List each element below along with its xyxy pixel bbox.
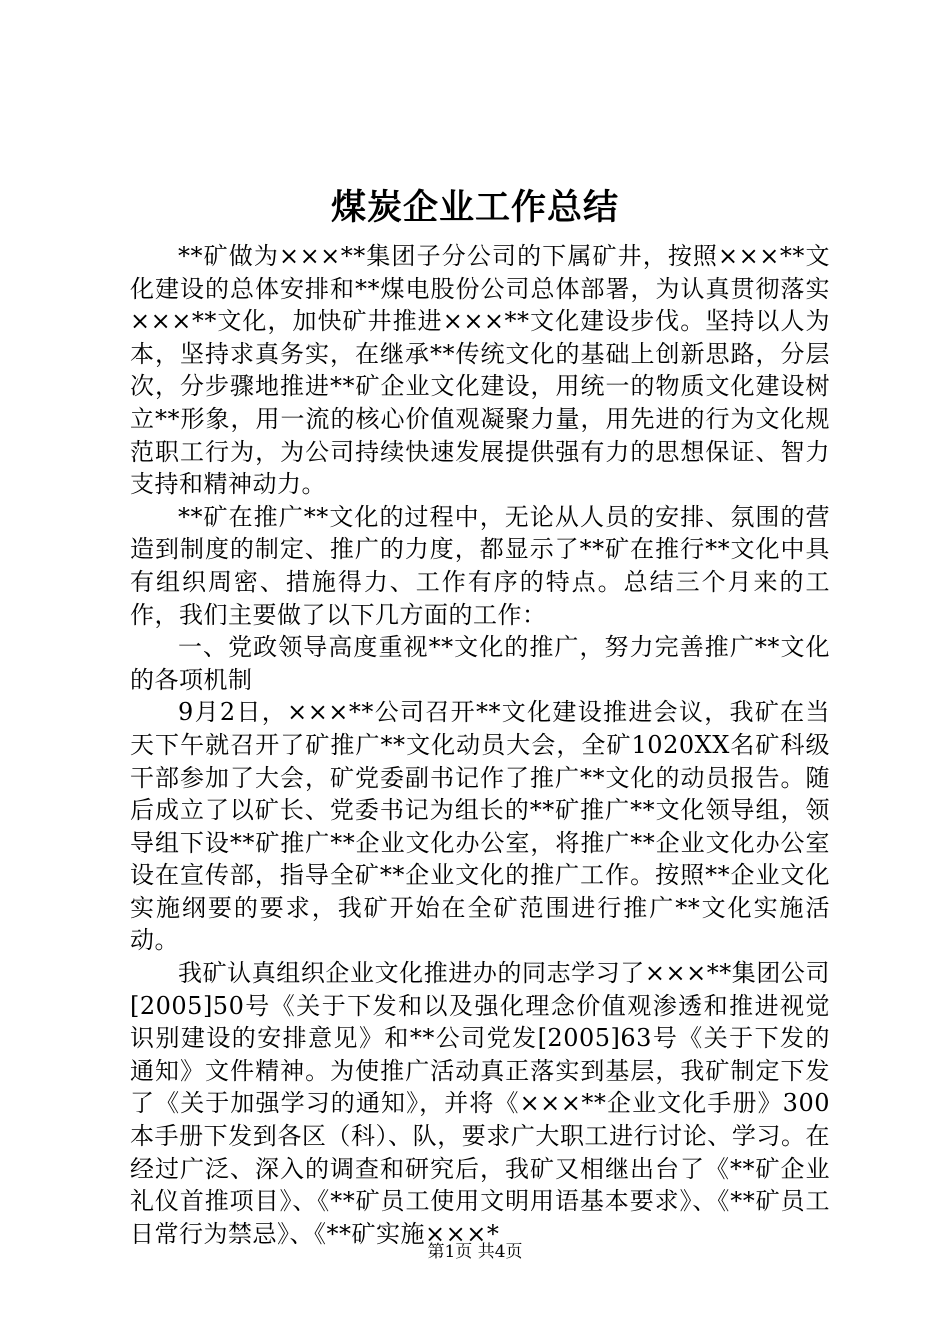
paragraph-summary: **矿在推广**文化的过程中，无论从人员的安排、氛围的营造到制度的制定、推广的力度，都显示了**矿在推行**文化中具有组织周密、措施得力、工作有序的特点。总结三个月来的工作，我们主要做了以下几方面的工作： — [130, 502, 830, 629]
paragraph-intro: **矿做为×××**集团子分公司的下属矿井，按照×××**文化建设的总体安排和**煤电股份公司总体部署，为认真贯彻落实×××**文化，加快矿井推进×××**文化建设步伐。坚持以人为本，坚持求真务实，在继承**传统文化的基础上创新思路，分层次，分步骤地推进**矿企业文化建设，用统一的物质文化建设树立**形象，用一流的核心价值观凝聚力量，用先进的行为文化规范职工行为，为公司持续快速发展提供强有力的思想保证、智力支持和精神动力。 — [130, 242, 830, 499]
section-heading-1: 一、党政领导高度重视**文化的推广，努力完善推广**文化的各项机制 — [130, 633, 830, 694]
document-body — [130, 240, 830, 1250]
paragraph-study: 我矿认真组织企业文化推进办的同志学习了×××**集团公司[2005]50号《关于下发和以及强化理念价值观渗透和推进视觉识别建设的安排意见》和**公司党发[2005]63号《关于下发的通知》文件精神。为使推广活动真正落实到基层，我矿制定下发了《关于加强学习的通知》，并将《×××**企业文化手册》300本手册下发到各区（科）、队，要求广大职工进行讨论、学习。在经过广泛、深入的调查和研究后，我矿又相继出台了《**矿企业礼仪首推项目》、《**矿员工使用文明用语基本要求》、《**矿员工日常行为禁忌》、《**矿实施×××* — [130, 959, 830, 1248]
document-title: 煤炭企业工作总结 — [330, 187, 619, 228]
paragraph-meeting: 9月2日，×××**公司召开**文化建设推进会议，我矿在当天下午就召开了矿推广**文化动员大会，全矿1020XX名矿科级干部参加了大会，矿党委副书记作了推广**文化的动员报告。随后成立了以矿长、党委书记为组长的**矿推广**文化领导组，领导组下设**矿推广**企业文化办公室，将推广**企业文化办公室设在宣传部，指导全矿**企业文化的推广工作。按照**企业文化实施纲要的要求，我矿开始在全矿范围进行推广**文化实施活动。 — [130, 698, 830, 955]
page-number-footer: 第1页 共4页 — [427, 1242, 523, 1262]
